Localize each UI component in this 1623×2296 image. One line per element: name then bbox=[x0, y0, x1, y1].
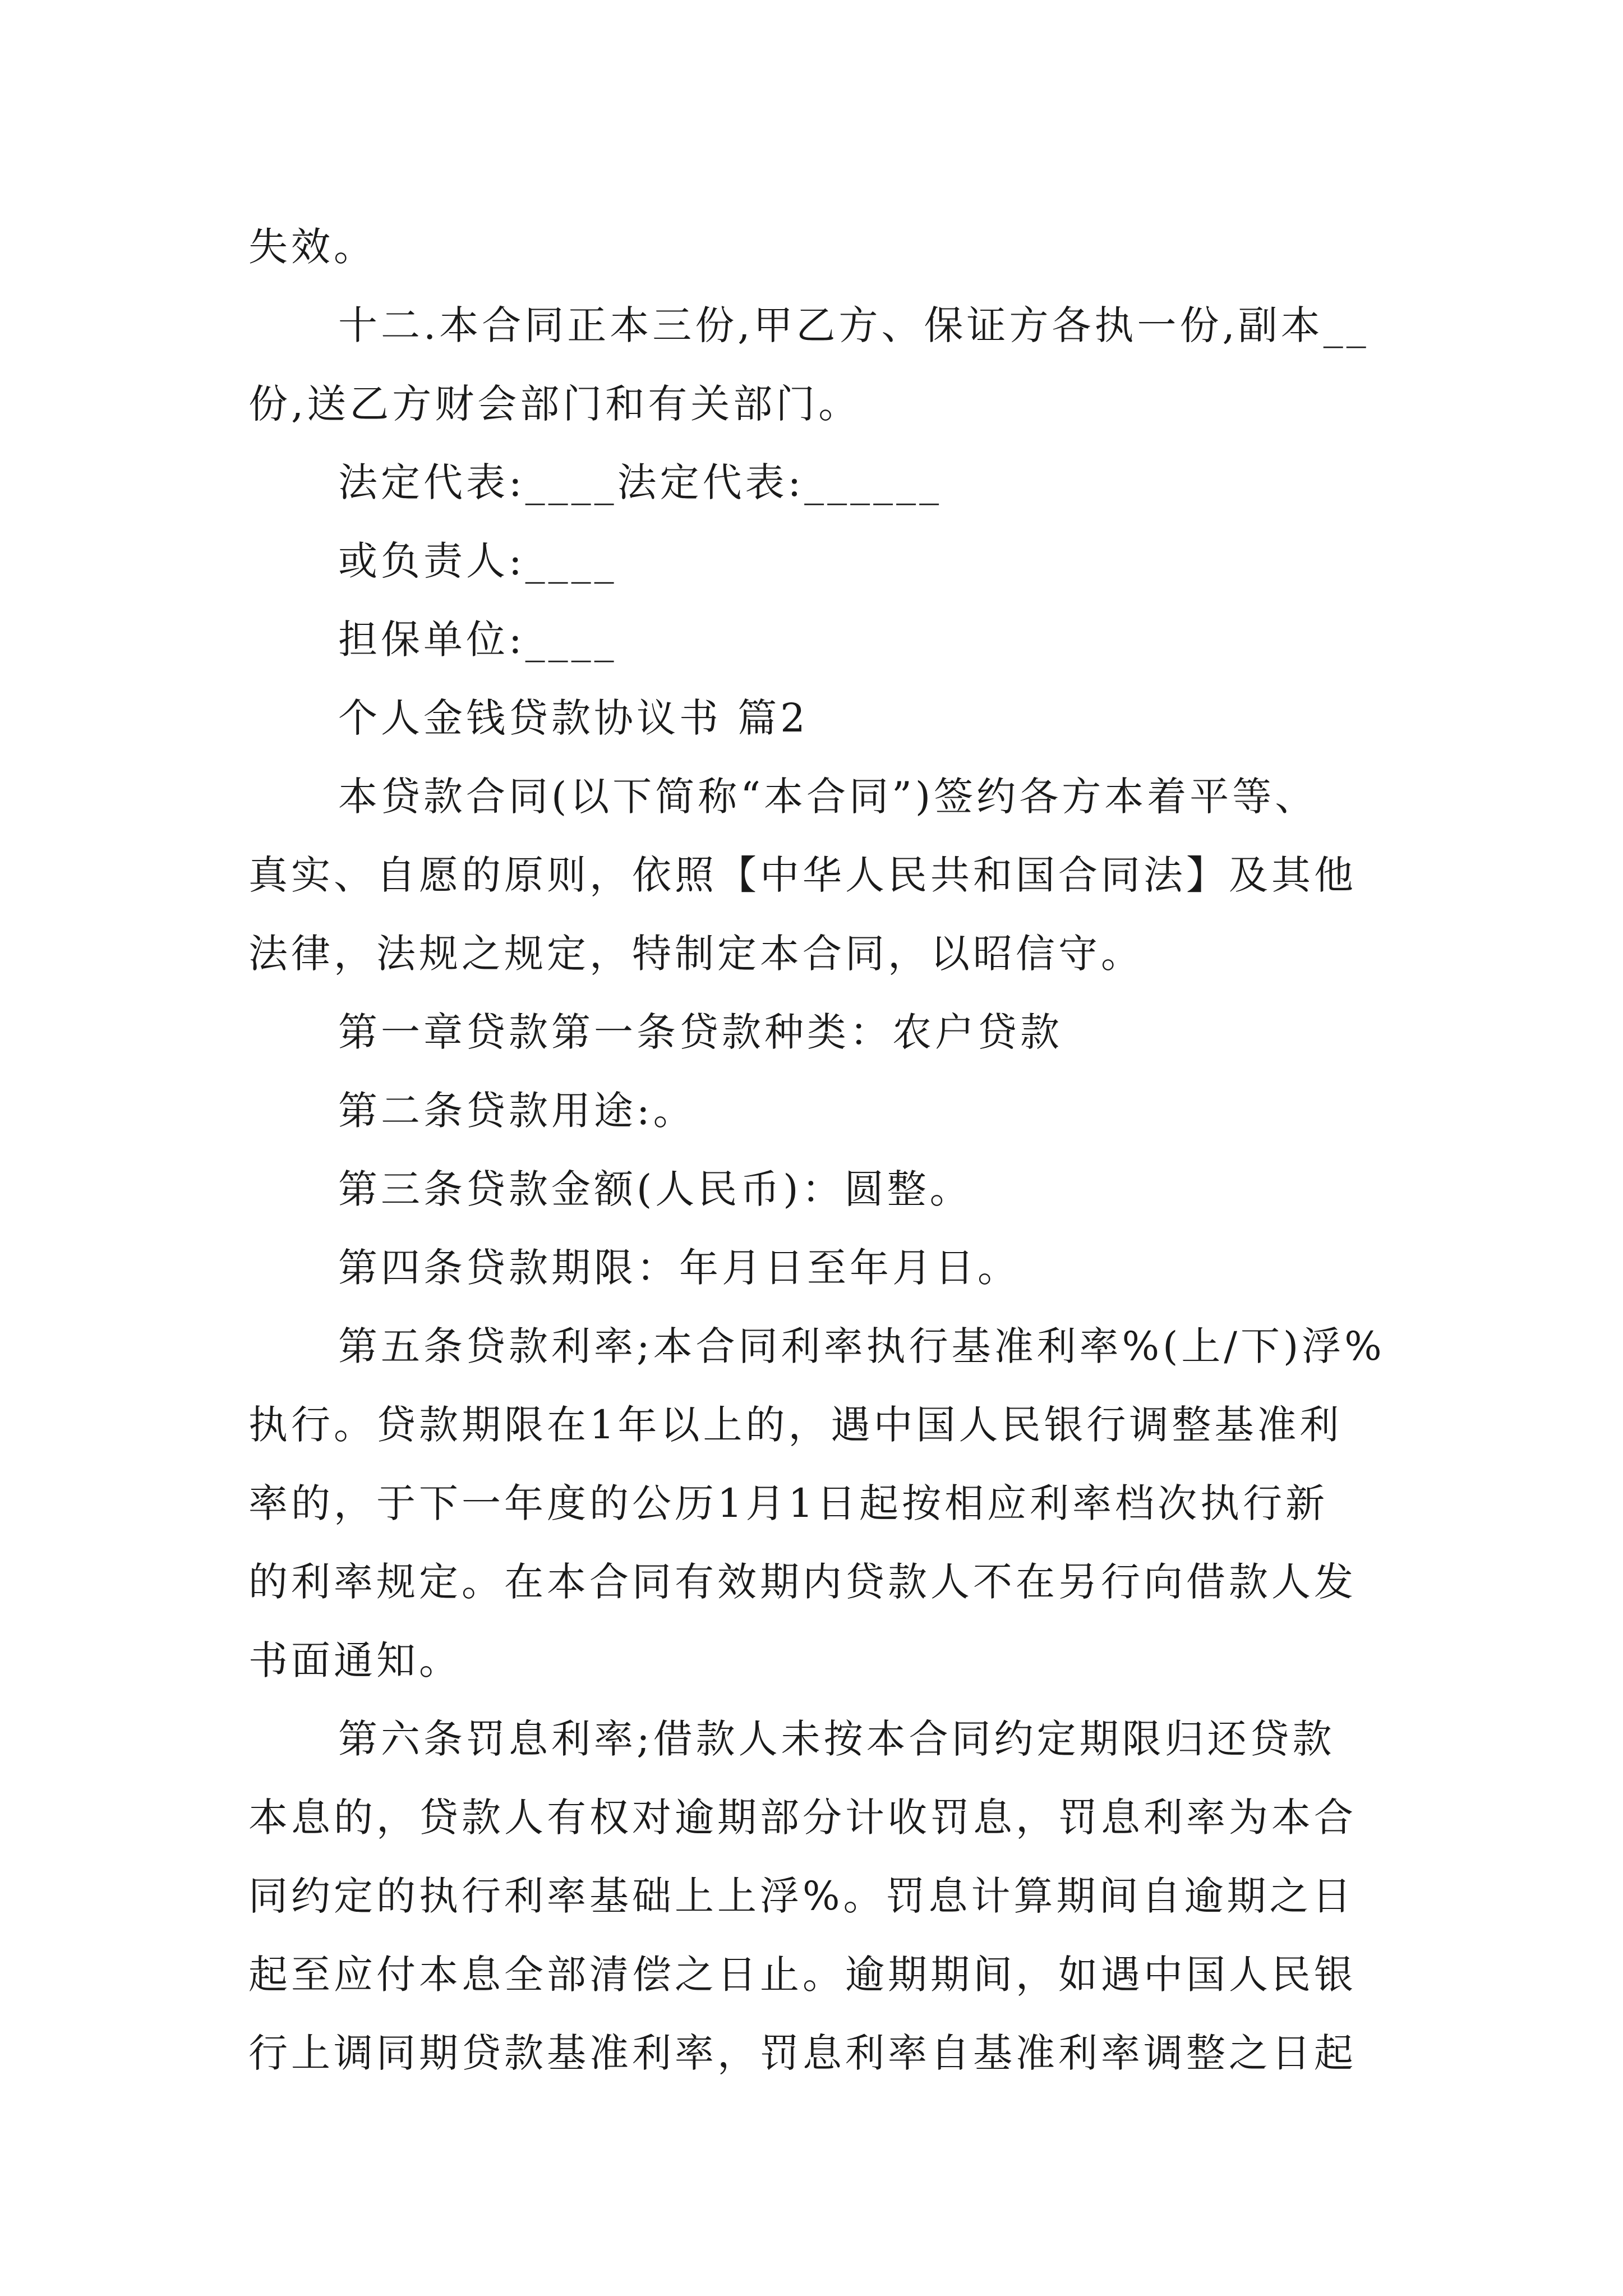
text-line: 第六条罚息利率;借款人未按本合同约定期限归还贷款 bbox=[338, 1716, 1335, 1762]
signature-line-guarantor: 担保单位:____ bbox=[338, 616, 617, 662]
text-line: 率的，于下一年度的公历1月1日起按相应利率档次执行新 bbox=[248, 1480, 1329, 1526]
text-line: 起至应付本息全部清偿之日止。逾期期间，如遇中国人民银 bbox=[248, 1952, 1357, 1998]
text-line: 真实、自愿的原则，依照【中华人民共和国合同法】及其他 bbox=[248, 852, 1357, 898]
signature-line-legal-representative: 法定代表:____法定代表:______ bbox=[338, 459, 943, 505]
text-line: 第四条贷款期限：年月日至年月日。 bbox=[338, 1245, 1020, 1291]
text-line: 份,送乙方财会部门和有关部门。 bbox=[248, 381, 861, 427]
text-line: 失效。 bbox=[248, 224, 376, 270]
section-heading: 个人金钱贷款协议书 篇2 bbox=[338, 695, 809, 741]
text-line: 法律，法规之规定，特制定本合同，以昭信守。 bbox=[248, 931, 1144, 977]
text-line: 执行。贷款期限在1年以上的，遇中国人民银行调整基准利 bbox=[248, 1402, 1343, 1448]
document-body bbox=[248, 208, 1385, 2092]
text-line: 十二.本合同正本三份,甲乙方、保证方各执一份,副本__ bbox=[338, 302, 1370, 348]
text-line: 第五条贷款利率;本合同利率执行基准利率%(上/下)浮% bbox=[338, 1323, 1385, 1369]
text-line: 行上调同期贷款基准利率，罚息利率自基准利率调整之日起 bbox=[248, 2030, 1357, 2076]
text-line: 本息的，贷款人有权对逾期部分计收罚息，罚息利率为本合 bbox=[248, 1795, 1357, 1841]
text-line: 同约定的执行利率基础上上浮%。罚息计算期间自逾期之日 bbox=[248, 1873, 1355, 1919]
text-line: 的利率规定。在本合同有效期内贷款人不在另行向借款人发 bbox=[248, 1559, 1357, 1605]
text-line: 第二条贷款用途:。 bbox=[338, 1088, 696, 1134]
text-line: 本贷款合同(以下简称“本合同”)签约各方本着平等、 bbox=[338, 774, 1318, 820]
text-line: 书面通知。 bbox=[248, 1637, 462, 1683]
text-line: 第三条贷款金额(人民币)：圆整。 bbox=[338, 1166, 972, 1212]
text-line: 第一章贷款第一条贷款种类：农户贷款 bbox=[338, 1009, 1063, 1055]
signature-line-responsible-person: 或负责人:____ bbox=[338, 538, 617, 584]
